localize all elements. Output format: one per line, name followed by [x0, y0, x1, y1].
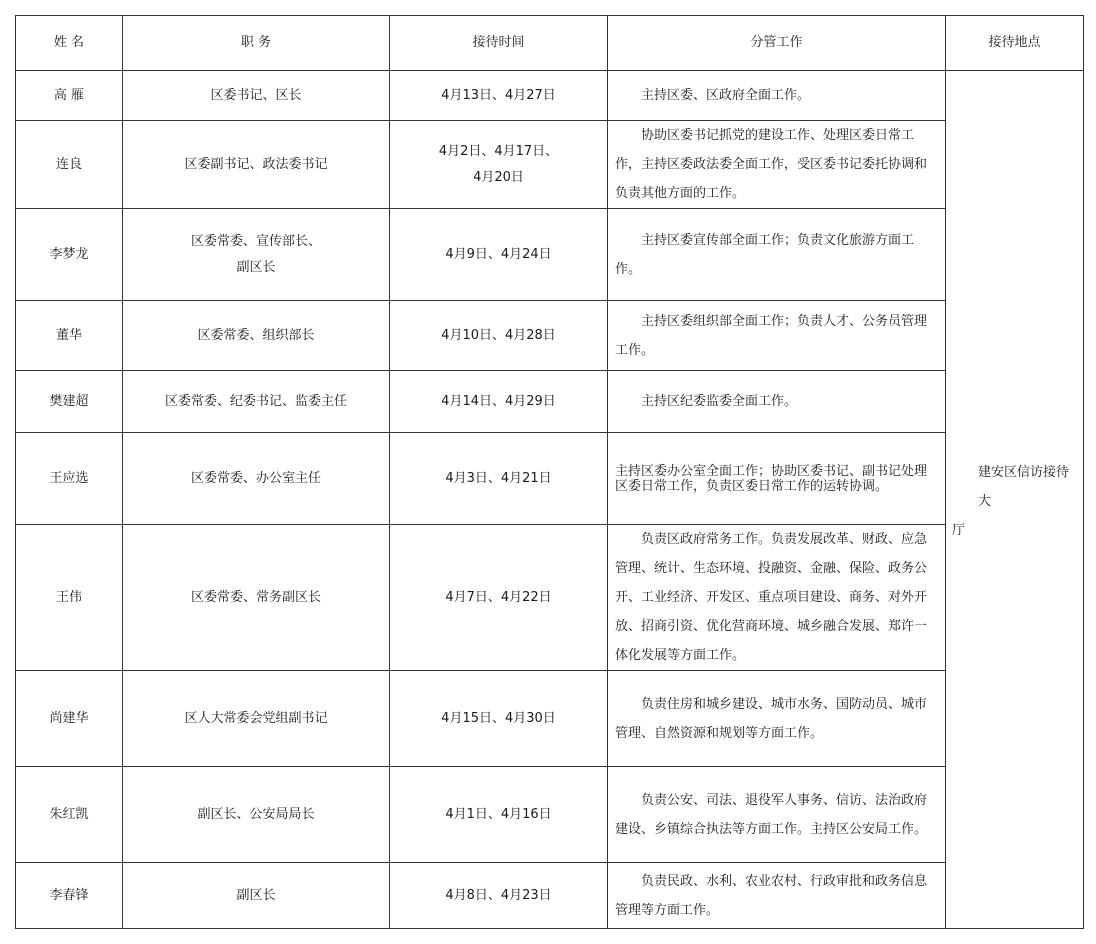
reception-time — [390, 767, 608, 863]
table-row — [16, 121, 1084, 209]
position-line: 区委常委、宣传部长、 — [190, 233, 321, 249]
official-position — [123, 767, 390, 863]
table-row — [16, 525, 1084, 671]
table-row — [16, 863, 1084, 929]
reception-time — [390, 71, 608, 121]
duties-content: 负责民政、水利、农业农村、行政审批和政务信息管理等方面工作。 — [615, 873, 928, 918]
official-position — [123, 433, 390, 525]
reception-time — [390, 671, 608, 767]
official-position — [123, 525, 390, 671]
table-row — [16, 71, 1084, 121]
official-position — [123, 71, 390, 121]
reception-location — [946, 71, 1084, 929]
duties-text — [608, 71, 946, 121]
reception-time — [390, 209, 608, 301]
reception-schedule-table — [15, 15, 1084, 929]
official-name: 连良 — [16, 121, 123, 209]
table-row — [16, 671, 1084, 767]
position-line: 区人大常委会党组副书记 — [184, 710, 328, 726]
header-location: 接待地点 — [946, 16, 1084, 71]
official-name: 李春锋 — [16, 863, 123, 929]
official-position — [123, 671, 390, 767]
time-line: 4月2日、4月17日、 — [438, 143, 559, 159]
duties-text — [608, 525, 946, 671]
location-line-1: 建安区信访接待大 — [978, 465, 1070, 509]
table-row — [16, 209, 1084, 301]
official-name: 王应选 — [16, 433, 123, 525]
official-position — [123, 121, 390, 209]
header-position: 职 务 — [123, 16, 390, 71]
header-duties: 分管工作 — [608, 16, 946, 71]
duties-text — [608, 371, 946, 433]
location-line-2: 厅 — [952, 523, 966, 538]
duties-content: 主持区纪委监委全面工作。 — [641, 394, 798, 409]
duties-text — [608, 121, 946, 209]
official-position — [123, 863, 390, 929]
time-line: 4月8日、4月23日 — [445, 887, 552, 903]
duties-text — [608, 671, 946, 767]
official-name: 李梦龙 — [16, 209, 123, 301]
time-line: 4月13日、4月27日 — [441, 87, 556, 103]
position-line: 副区长 — [236, 259, 276, 275]
table-row — [16, 301, 1084, 371]
position-line: 区委常委、办公室主任 — [190, 470, 321, 486]
position-line: 区委常委、纪委书记、监委主任 — [164, 393, 347, 409]
table-row — [16, 433, 1084, 525]
time-line: 4月15日、4月30日 — [441, 710, 556, 726]
time-line: 4月20日 — [473, 169, 524, 185]
duties-text — [608, 301, 946, 371]
table-row — [16, 371, 1084, 433]
table-row — [16, 767, 1084, 863]
official-position — [123, 371, 390, 433]
duties-content: 主持区委、区政府全面工作。 — [641, 88, 811, 103]
time-line: 4月1日、4月16日 — [445, 806, 552, 822]
duties-text — [608, 863, 946, 929]
official-name: 朱红凯 — [16, 767, 123, 863]
position-line: 区委常委、组织部长 — [197, 327, 315, 343]
reception-time — [390, 371, 608, 433]
duties-text — [608, 209, 946, 301]
reception-time — [390, 301, 608, 371]
reception-time — [390, 525, 608, 671]
position-line: 副区长 — [236, 887, 276, 903]
position-line: 区委书记、区长 — [210, 87, 302, 103]
official-name: 董华 — [16, 301, 123, 371]
position-line: 区委常委、常务副区长 — [190, 589, 321, 605]
header-name: 姓 名 — [16, 16, 123, 71]
official-name: 樊建超 — [16, 371, 123, 433]
official-name: 尚建华 — [16, 671, 123, 767]
time-line: 4月7日、4月22日 — [445, 589, 552, 605]
official-name: 王伟 — [16, 525, 123, 671]
official-name: 高 雁 — [16, 71, 123, 121]
duties-content: 主持区委宣传部全面工作；负责文化旅游方面工作。 — [615, 232, 915, 277]
position-line: 区委副书记、政法委书记 — [184, 156, 328, 172]
reception-time — [390, 863, 608, 929]
official-position — [123, 209, 390, 301]
duties-content: 负责区政府常务工作。负责发展改革、财政、应急管理、统计、生态环境、投融资、金融、保险、政务公开、工业经济、开发区、重点项目建设、商务、对外开放、招商引资、优化营商环境、城乡融合发展、郑许一体化发展等方面工作。 — [615, 532, 928, 663]
official-position — [123, 301, 390, 371]
duties-text — [608, 767, 946, 863]
reception-time — [390, 433, 608, 525]
duties-content: 负责公安、司法、退役军人事务、信访、法治政府建设、乡镇综合执法等方面工作。主持区公安局工作。 — [615, 792, 928, 837]
position-line: 副区长、公安局局长 — [197, 806, 315, 822]
duties-content: 协助区委书记抓党的建设工作、处理区委日常工作，主持区委政法委全面工作，受区委书记委托协调和负责其他方面的工作。 — [615, 128, 928, 201]
header-row — [16, 16, 1084, 71]
reception-time — [390, 121, 608, 209]
time-line: 4月9日、4月24日 — [445, 246, 552, 262]
time-line: 4月3日、4月21日 — [445, 470, 552, 486]
time-line: 4月10日、4月28日 — [441, 327, 556, 343]
duties-content: 主持区委办公室全面工作；协助区委书记、副书记处理区委日常工作，负责区委日常工作的运转协调。 — [615, 463, 928, 494]
duties-content: 负责住房和城乡建设、城市水务、国防动员、城市管理、自然资源和规划等方面工作。 — [615, 696, 928, 741]
header-time: 接待时间 — [390, 16, 608, 71]
duties-content: 主持区委组织部全面工作；负责人才、公务员管理工作。 — [615, 313, 928, 358]
time-line: 4月14日、4月29日 — [441, 393, 556, 409]
duties-text — [608, 433, 946, 525]
